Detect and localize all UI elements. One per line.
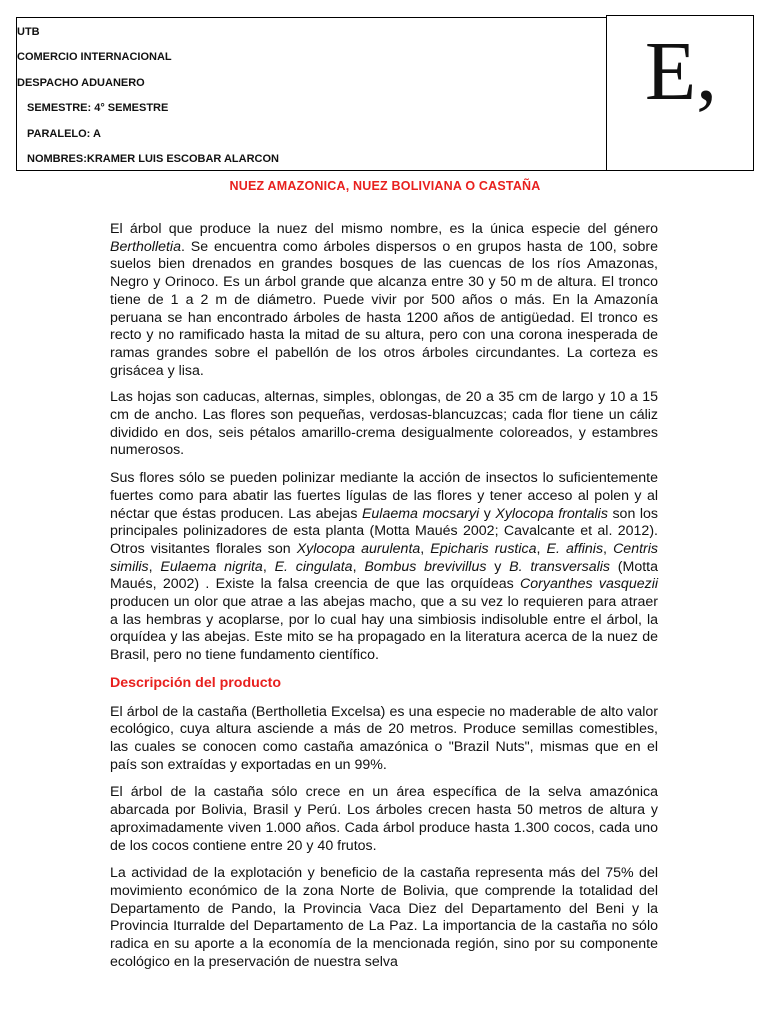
header-parallel: PARALELO: A (27, 128, 101, 140)
paragraph-leaves: Las hojas son caducas, alternas, simples, oblongas, de 20 a 35 cm de largo y 10 a 15 cm de ancho. Las flores son pequeñas, verdosas-blancuzcas; cada flor tiene un cáliz dividido en dos, seis pétalos amarillo-crema desigualmente coloreados, y estambres numerosos. (110, 389, 658, 459)
text-run: (Motta Maués, 2002) . Existe la falsa creencia de que las orquídeas (110, 558, 659, 593)
header-institution: UTB (17, 26, 40, 38)
species-name: Xylocopa frontalis (495, 505, 608, 522)
text-run: y (486, 558, 510, 575)
section-heading-product: Descripción del producto (110, 674, 282, 691)
species-name: Eulaema nigrita (160, 558, 263, 575)
species-name: Bertholletia (110, 238, 181, 255)
text-run: , (352, 558, 365, 575)
species-name: Xylocopa aurulenta (296, 540, 421, 557)
species-name: B. transversalis (509, 558, 610, 575)
header-subject: DESPACHO ADUANERO (17, 77, 145, 89)
document-title: NUEZ AMAZONICA, NUEZ BOLIVIANA O CASTAÑA (229, 179, 541, 193)
text-run: , (420, 540, 431, 557)
paragraph-pollination (110, 470, 658, 665)
grade-mark: E, (644, 25, 718, 118)
species-name: Centris similis (110, 540, 659, 575)
header-course: COMERCIO INTERNACIONAL (17, 51, 172, 63)
document-body (110, 221, 658, 981)
text-run: , (262, 558, 275, 575)
text-run: . Se encuentra como árboles dispersos o en grupos hasta de 100, sobre suelos bien drenados en grandes bosques de las cuencas de los ríos Amazonas, Negro y Orinoco. Es un árbol grande que alcanza entre 30 y 50 m de altura. El tronco tiene de 1 a 2 m de diámetro. Puede vivir por 500 años o más. En la Amazonía peruana se han encontrado árboles de hasta 1200 años de antigüedad. El tronco es recto y no ramificado hasta la mitad de su altura, pero con una corona inesperada de ramas grandes sobre el pabellón de los otros árboles circundantes. La corteza es grisácea y lisa. (110, 238, 658, 379)
text-run: , (603, 540, 614, 557)
text-run: , (536, 540, 547, 557)
paragraph-economy: La actividad de la explotación y beneficio de la castaña representa más del 75% del movimiento económico de la zona Norte de Bolivia, que comprende la totalidad del Departamento de Pando, la Provincia Vaca Diez del Departamento del Beni y la Provincia Iturralde del Departamento de La Paz. La importancia de la castaña no sólo radica en su aporte a la economía de la mencionada región, sino por su componente ecológico en la preservación de nuestra selva (110, 865, 658, 970)
text-run: y (479, 505, 496, 522)
text-run: Sus flores sólo se pueden polinizar mediante la acción de insectos lo suficientemente fuertes como para abatir las fuertes lígulas de las flores y tener acceso al polen y al néctar que éstas producen. Las abejas (110, 470, 658, 522)
text-run: producen un olor que atrae a las abejas macho, que a su vez lo requieren para atraer a las hembras y acoplarse, por lo cual hay una simbiosis indisoluble entre el árbol, la orquídea y las abejas. Este mito se ha propagado en la literatura acerca de la nuez de Brasil, pero no tiene fundamento científico. (110, 594, 658, 664)
header-semester: SEMESTRE: 4° SEMESTRE (27, 102, 169, 114)
paragraph-intro (110, 221, 658, 380)
text-run: , (148, 558, 161, 575)
grade-box (606, 15, 754, 171)
species-name: E. cingulata (274, 558, 353, 575)
text-run: son los principales polinizadores de esta planta (Motta Maués 2002; Cavalcante et al. 2012). Otros visitantes florales son (110, 505, 658, 557)
paragraph-product: El árbol de la castaña (Bertholletia Excelsa) es una especie no maderable de alto valor ecológico, cuya altura asciende a más de 20 metros. Produce semillas comestibles, las cuales se conocen como castaña amazónica o "Brazil Nuts", mismas que en el país son extraídas y exportadas en un 99%. (110, 703, 658, 773)
species-name: Eulaema mocsaryi (361, 505, 480, 522)
species-name: Epicharis rustica (430, 540, 537, 557)
species-name: E. affinis (546, 540, 604, 557)
species-name: Bombus brevivillus (364, 558, 487, 575)
species-name: Coryanthes vasquezii (520, 576, 658, 593)
paragraph-habitat: El árbol de la castaña sólo crece en un área específica de la selva amazónica abarcada por Bolivia, Brasil y Perú. Los árboles crecen hasta 50 metros de altura y aproximadamente viven 1.000 años. Cada árbol produce hasta 1.300 cocos, cada uno de los cocos contiene entre 20 y 40 frutos. (110, 784, 658, 854)
header-names: NOMBRES:KRAMER LUIS ESCOBAR ALARCON (27, 153, 279, 165)
text-run: El árbol que produce la nuez del mismo nombre, es la única especie del género (110, 221, 658, 237)
